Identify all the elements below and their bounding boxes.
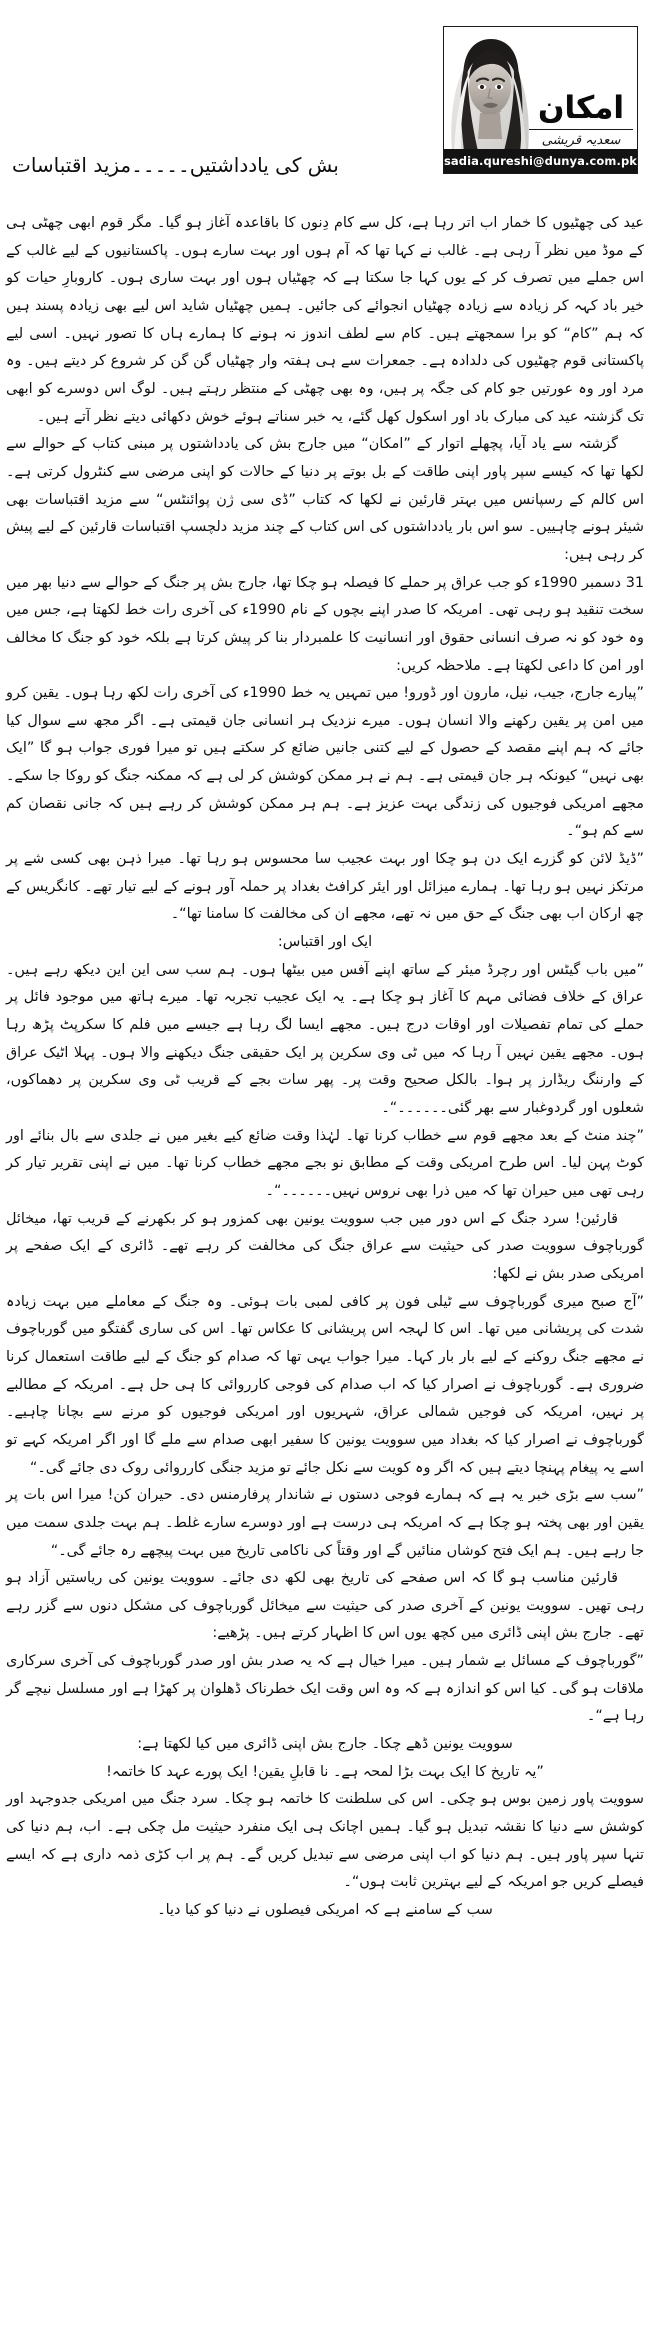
article-body: [6, 210, 644, 1925]
article-paragraph: ”سب سے بڑی خبر یہ ہے کہ ہمارے فوجی دستوں نے شاندار پرفارمنس دی۔ حیران کن! میرا اس بات پر یقین اور بھی پختہ ہو چکا ہے کہ امریکہ ہی درست ہے اور دوسرے سارے غلط۔ ہم بہت جلدی سمت میں جا رہے ہیں۔ ہم ایک فتح کوشاں منائیں گے اور وقتاً کی ناکامی تاریخ میں بہت پیچھے رہ جائے گی۔“: [6, 1487, 644, 1559]
masthead-text-column: [525, 27, 637, 151]
article-paragraph: ”چند منٹ کے بعد مجھے قوم سے خطاب کرنا تھا۔ لہٰذا وقت ضائع کیے بغیر میں نے جلدی سے بال بنائے اور کوٹ پہن لیا۔ اس طرح امریکی وقت کے مطابق نو بجے مجھے خطاب کرنا تھا۔ میں نے اپنی تقریر تیار کر رہی تھی میں حیران تھا کہ میں ذرا بھی نروس نہیں۔۔۔۔۔۔“۔: [6, 1127, 644, 1199]
masthead-inner: [444, 27, 637, 173]
article-paragraph: سوویت پاور زمین بوس ہو چکی۔ اس کی سلطنت کا خاتمہ ہو چکا۔ سرد جنگ میں امریکی جدوجہد اور کوشش سے دنیا کا نقشہ تبدیل ہو گیا۔ ہمیں اچانک ہی ایک منفرد حیثیت مل چکی ہے۔ اب، ہم دنیا کی تنہا سپر پاور ہیں۔ ہم دنیا کو اب اپنی مرضی سے تبدیل کریں گے۔ ہم پر اب کڑی ذمہ داری ہے کہ ایسے فیصلے کریں جو امریکہ کے لیے بہترین ثابت ہوں“۔: [6, 1791, 644, 1891]
article-paragraph: ”میں باب گیٹس اور رچرڈ میئر کے ساتھ اپنے آفس میں بیٹھا ہوں۔ ہم سب سی این این دیکھ رہے ہیں۔ عراق کے خلاف فضائی مہم کا آغاز ہو چکا ہے۔ یہ ایک عجیب تجربہ تھا۔ میرے ہاتھ میں موجود فائل پر حملے کی تمام تفصیلات اور اوقات درج ہیں۔ مجھے ایسا لگ رہا ہے جیسے میں فلم کا سکرپٹ پڑھ رہا ہوں۔ مجھے یقین نہیں آ رہا کہ میں ٹی وی سکرین پر ایک حقیقی جنگ دیکھنے والا ہوں۔ پہلا اٹیک عراق کے وارننگ ریڈارز پر ہوا۔ بالکل صحیح وقت پر۔ پھر سات بجے کے قریب ٹی وی سکرین پر دھماکوں، شعلوں اور گردوغبار سے بھر گئی۔۔۔۔۔۔“۔: [6, 961, 644, 1116]
article-paragraph: 31 دسمبر 1990ء کو جب عراق پر حملے کا فیصلہ ہو چکا تھا، جارج بش پر جنگ کے حوالے سے دنیا بھر میں سخت تنقید ہو رہی تھی۔ امریکہ کا صدر اپنے بچوں کے نام 1990ء کی آخری رات خط لکھتا ہے، جس میں وہ خود کو نہ صرف انسانی حقوق اور انسانیت کا علمبردار بنا کر پیش کرتا ہے بلکہ خود کو جنگ کا مخالف اور امن کا داعی لکھتا ہے۔ ملاحظہ کریں:: [6, 574, 644, 674]
article-paragraph: ”ڈیڈ لائن کو گزرے ایک دن ہو چکا اور بہت عجیب سا محسوس ہو رہا تھا۔ میرا ذہن بھی کسی شے پر مرتکز نہیں ہو رہا تھا۔ ہمارے میزائل اور ایئر کرافٹ بغداد پر حملہ آور ہونے کے لیے تیار تھے۔ کانگریس کے چھ ارکان اب بھی جنگ کے حق میں نہ تھے، مجھے ان کی مخالفت کا سامنا تھا“۔: [6, 851, 644, 923]
author-email-bar[interactable]: [444, 149, 637, 173]
article-paragraph: عید کی چھٹیوں کا خمار اب اتر رہا ہے، کل سے کام دِنوں کا باقاعدہ آغاز ہو گیا۔ مگر قوم ابھی چھٹی ہی کے موڈ میں نظر آ رہی ہے۔ غالب نے کہا تھا کہ آم ہوں اور بہت سارے ہوں۔ پاکستانیوں کے لیے غالب کے اس جملے میں تصرف کر کے یوں کہا جا سکتا ہے کہ چھٹیاں ہوں اور بہت ساری ہوں۔ کاروبارِ حیات کو خیر باد کہہ کر زیادہ سے زیادہ چھٹیاں انجوائے کی جائیں۔ ہمیں چھٹیاں شاید اس لیے بھی زیادہ پسند ہیں کہ ہم ”کام“ کو برا سمجھتے ہیں۔ کام سے لطف اندوز نہ ہونے کا ہمارے ہاں کا تصور نہیں۔ اسی لیے پاکستانی قوم چھٹیوں کی دلدادہ ہے۔ جمعرات سے ہی ہفتہ وار چھٹیاں گن گن کر شروع کر دیتے ہیں۔ وہ مرد اور وہ عورتیں جو کام کی جگہ پر ہیں، وہ بھی چھٹی کے منتظر رہتے ہیں۔ لوگ اس دوسرے کو ابھی تک گزشتہ عید کی مبارک باد اور اسکول کھل گئے، یہ خبر سناتے ہوئے خوش دکھائی دیتے نظر آتے ہیں۔: [6, 215, 644, 425]
article-paragraph: ”پیارے جارج، جیب، نیل، مارون اور ڈورو! میں تمہیں یہ خط 1990ء کی آخری رات لکھ رہا ہوں۔ یقین کرو میں امن پر یقین رکھنے والا انسان ہوں۔ میرے نزدیک ہر انسانی جان قیمتی ہے۔ اگر مجھ سے سوال کیا جائے کہ ہم اپنے مقصد کے حصول کے لیے کتنی جانیں ضائع کر سکتے ہیں تو میرا فوری جواب ہو گا ”ایک بھی نہیں“ کیونکہ ہر جان قیمتی ہے۔ ہم نے ہر ممکن کوشش کر لی ہے کہ ممکنہ جنگ کو روکا جا سکے۔ مجھے امریکی فوجیوں کی زندگی بہت عزیز ہے۔ ہم ہر ممکن کوشش کر رہے ہیں کہ جانی نقصان کم سے کم ہو“۔: [6, 685, 644, 840]
article-paragraph: سب کے سامنے ہے کہ امریکی فیصلوں نے دنیا کو کیا دیا۔: [157, 1902, 493, 1919]
column-title: امکان: [538, 90, 624, 127]
article-paragraph: گزشتہ سے یاد آیا، پچھلے اتوار کے ”امکان“ میں جارج بش کی یادداشتوں پر مبنی کتاب کے حوالے سے لکھا تھا کہ کیسے سپر پاور اپنی طاقت کے بل بوتے پر دنیا کے حالات کو اپنی مرضی سے کنٹرول کرتی ہے۔ اس کالم کے رسپانس میں بہتر قارئین نے لکھا کہ کتاب ”ڈی سی ژن پوائنٹس“ سے مزید اقتباسات بھی شیئر ہونے چاہییں۔ سو اس بار یادداشتوں کی اس کتاب کے چند مزید دلچسپ اقتباسات قارئین کے لیے پیش کر رہی ہیں:: [6, 436, 644, 563]
masthead-divider: [529, 129, 633, 131]
article-paragraph: سوویت یونین ڈھے چکا۔ جارج بش اپنی ڈائری میں کیا لکھتا ہے:: [137, 1736, 513, 1753]
author-name: سعدیہ قریشی: [541, 133, 621, 149]
article-headline: بش کی یادداشتیں۔۔۔۔۔مزید اقتباسات: [12, 153, 339, 177]
article-paragraph: ”آج صبح میری گورباچوف سے ٹیلی فون پر کافی لمبی بات ہوئی۔ وہ جنگ کے معاملے میں بہت زیادہ شدت کی پریشانی میں تھا۔ اس کا لہجہ اس پریشانی کا عکاس تھا۔ اس کی ساری گفتگو میں گورباچوف نے مجھے جنگ روکنے کے لیے بار بار کہا۔ میرا جواب یہی تھا کہ صدام کو جنگ کے لیے طاقت استعمال کرنا ضروری ہے۔ گورباچوف نے اصرار کیا کہ اب صدام کی فوجی کارروائی کا ہی حل ہے۔ امریکہ کے مطالبے پر نہیں، امریکہ کی فوجیں شمالی عراق، شہریوں اور امریکی فوجیوں کو مرنے سے بچانا چاہیے۔ گورباچوف نے اصرار کیا کہ بغداد میں سوویت یونین کا سفیر ابھی صدام سے ملے گا اور اگر امریکہ کہے تو اسے یہ پیغام پہنچا دیتے ہیں کہ اگر وہ کویت سے نکل جائے تو مزید جنگی کارروائی روک دی جائے گی۔“: [6, 1293, 644, 1476]
author-portrait-icon: [444, 27, 536, 151]
article-paragraph: ”گورباچوف کے مسائل بے شمار ہیں۔ میرا خیال ہے کہ یہ صدر بش اور صدر گورباچوف کی آخری سرکاری ملاقات ہو گی۔ کیا اس کو اندازہ ہے کہ وہ اس وقت ایک خطرناک ڈھلوان پر کھڑا ہے اور مسلسل نیچے گر رہا ہے“۔: [6, 1653, 644, 1725]
article-paragraph: قارئین مناسب ہو گا کہ اس صفحے کی تاریخ بھی لکھ دی جائے۔ سوویت یونین کی ریاستیں آزاد ہو رہی تھیں۔ سوویت یونین کے آخری صدر کی حیثیت سے میخائل گورباچوف کی مشکل دنوں سے گزر رہے تھے۔ جارج بش اپنی ڈائری میں کچھ یوں اس کا اظہار کرتے ہیں۔ پڑھیے:: [6, 1570, 644, 1642]
article-paragraph: ایک اور اقتباس:: [277, 934, 373, 951]
author-email-text: sadia.qureshi@dunya.com.pk: [443, 154, 638, 168]
column-masthead: [443, 26, 638, 174]
article-paragraph: قارئین! سرد جنگ کے اس دور میں جب سوویت یونین بھی کمزور ہو کر بکھرنے کے قریب تھا، میخائل گورباچوف سوویت صدر کی حیثیت سے عراق جنگ کی مخالفت کر رہے تھے۔ ڈائری کے ایک صفحے پر امریکی صدر بش نے لکھا:: [6, 1210, 644, 1282]
author-photo: [444, 27, 536, 151]
article-paragraph: ”یہ تاریخ کا ایک بہت بڑا لمحہ ہے۔ نا قابلِ یقین! ایک پورے عہد کا خاتمہ!: [106, 1763, 544, 1780]
